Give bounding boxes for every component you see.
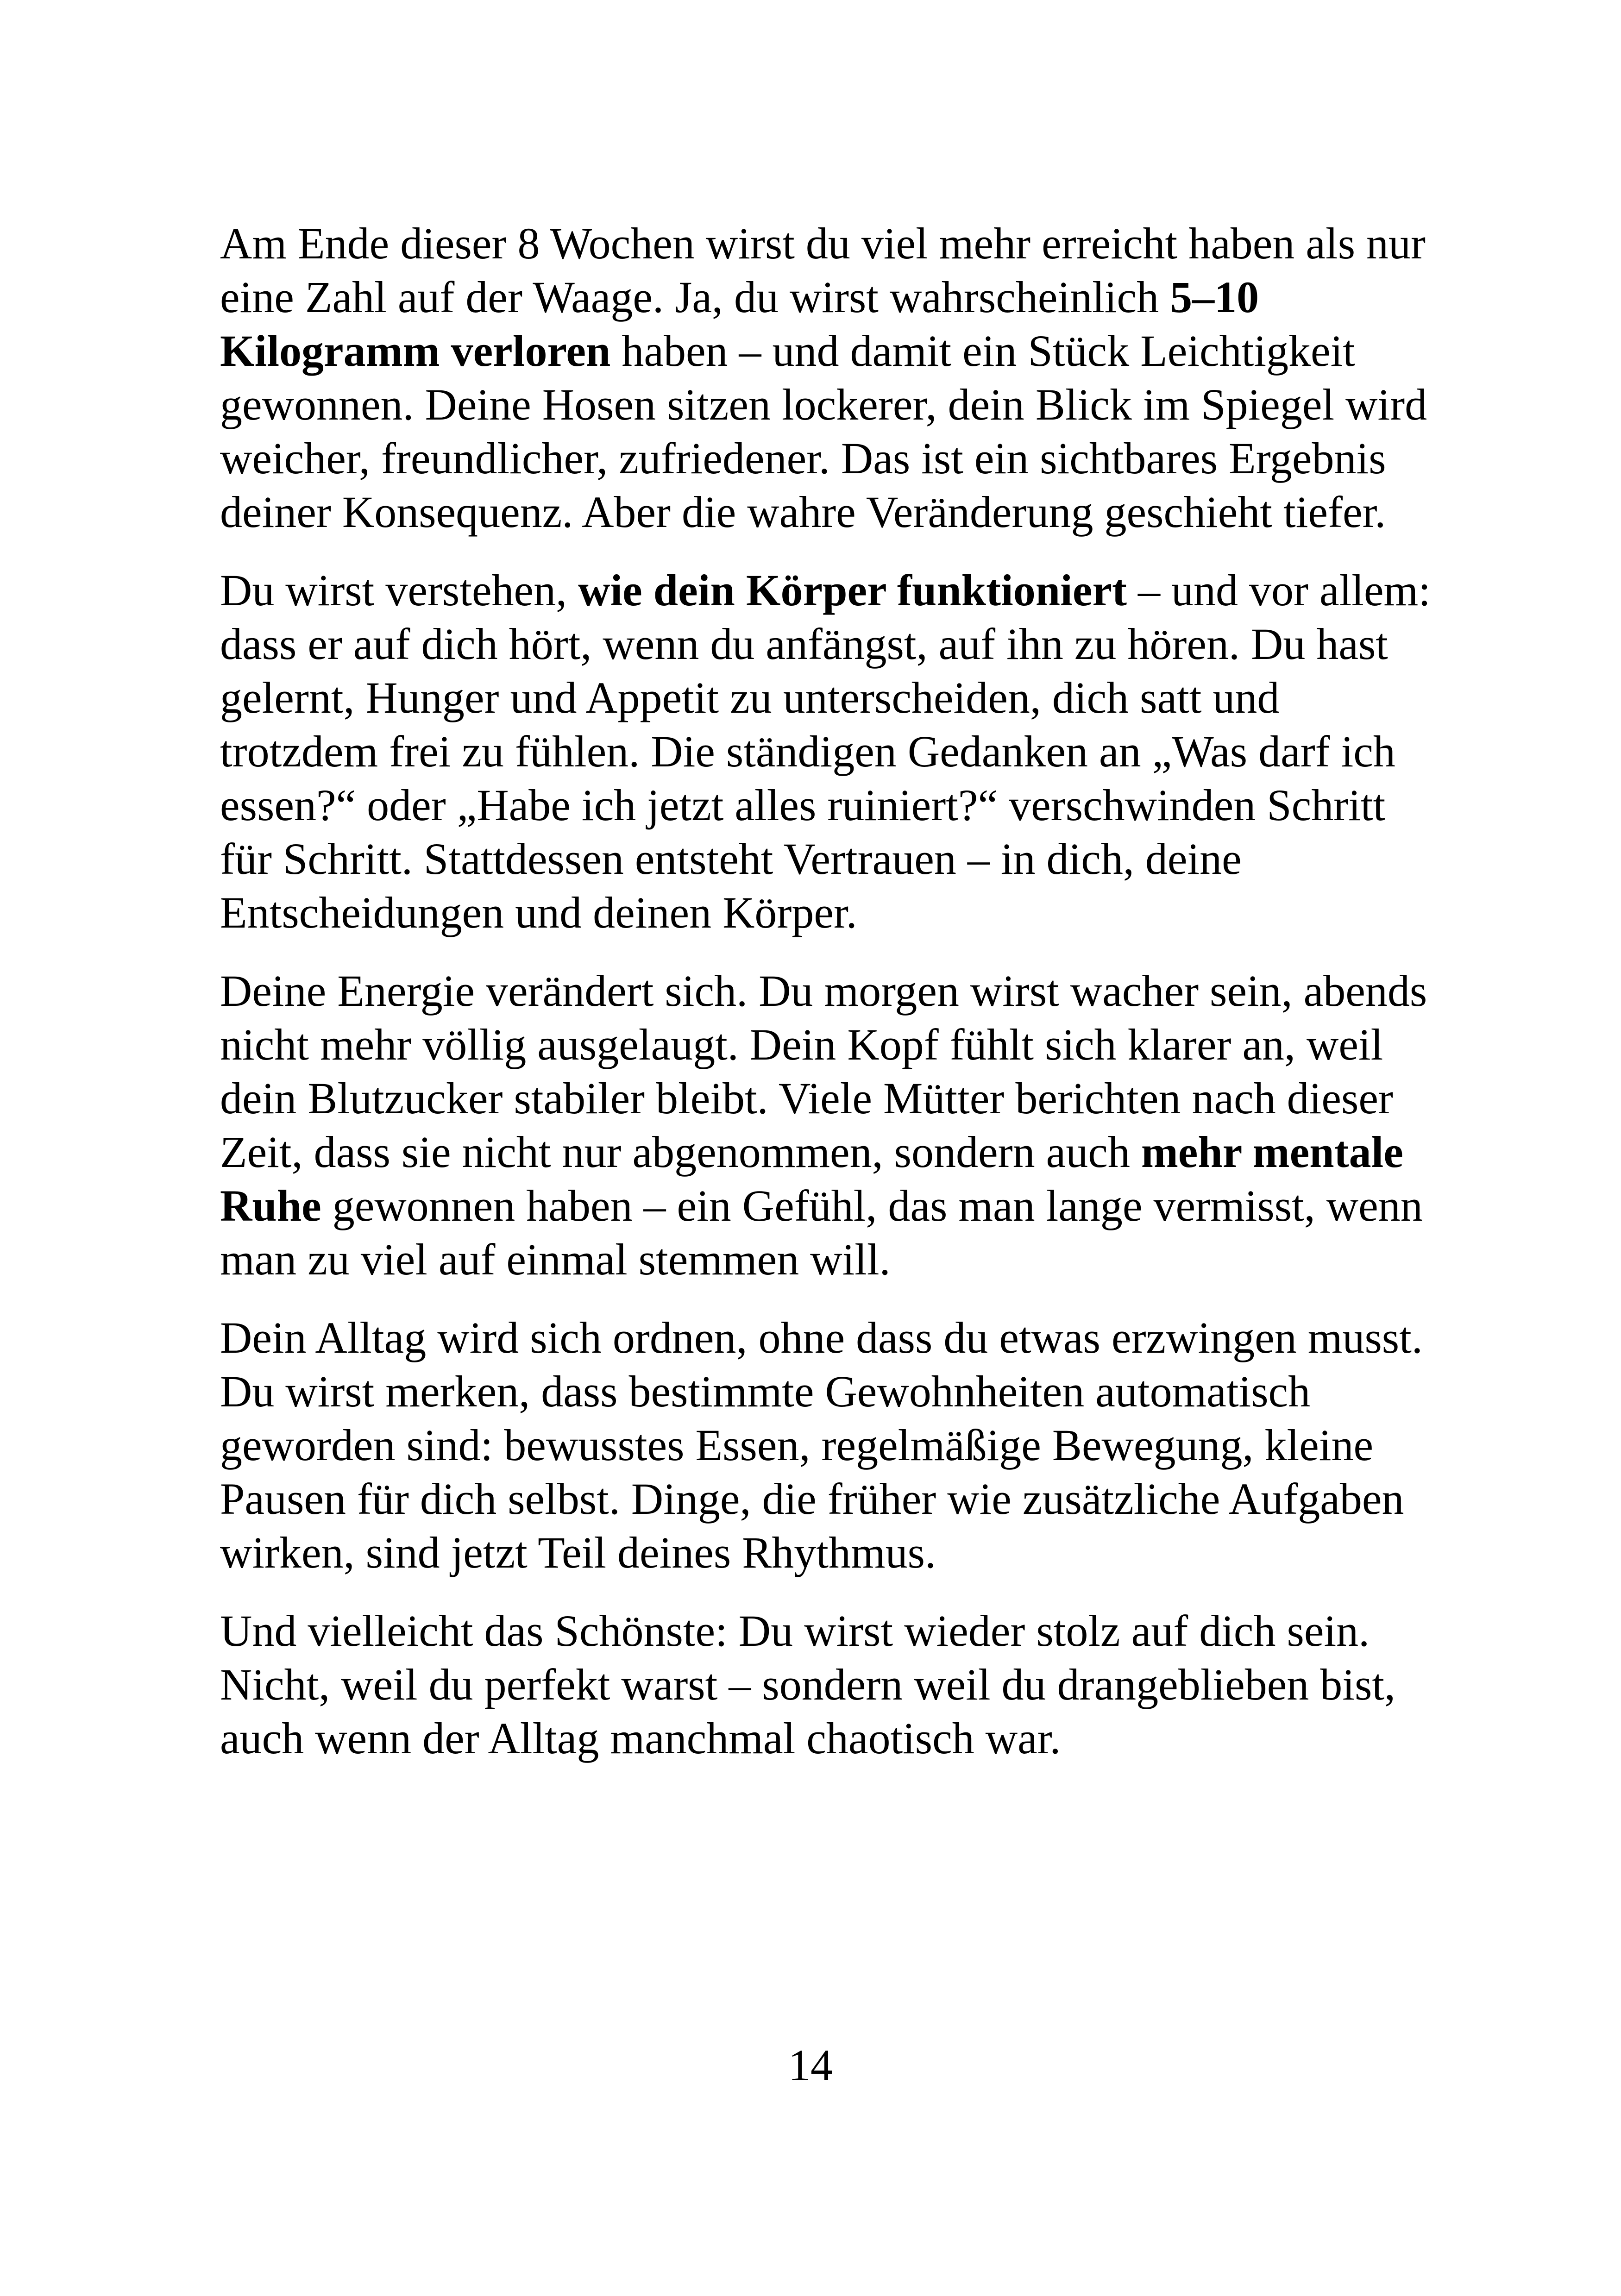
page-number: 14 bbox=[788, 2040, 833, 2090]
paragraph-2-emphasis: wie dein Körper funktioniert bbox=[578, 565, 1127, 615]
paragraph-3-text-continued: gewonnen haben – ein Gefühl, das man lange vermisst, wenn man zu viel auf einmal stemmen will. bbox=[220, 1181, 1423, 1284]
paragraph-2 bbox=[220, 564, 1433, 940]
paragraph-4-text: Dein Alltag wird sich ordnen, ohne dass du etwas erzwingen musst. Du wirst merken, dass bestimmte Gewohnheiten automatisch geworden sind: bewusstes Essen, regelmäßige Bewegung, kleine Pausen für dich selbst. Dinge, die früher wie zusätzliche Aufgaben wirken, sind jetzt Teil deines Rhythmus. bbox=[220, 1313, 1423, 1577]
paragraph-2-text-continued: – und vor allem: dass er auf dich hört, wenn du anfängst, auf ihn zu hören. Du hast gelernt, Hunger und Appetit zu unterscheiden, dich satt und trotzdem frei zu fühlen. Die ständigen Gedanken an „Was darf ich essen?“ oder „Habe ich jetzt alles ruiniert?“ verschwinden Schritt für Schritt. Stattdessen entsteht Vertrauen – in dich, deine Entscheidungen und deinen Körper. bbox=[220, 565, 1431, 937]
paragraph-1-text: Am Ende dieser 8 Wochen wirst du viel mehr erreicht haben als nur eine Zahl auf der Waage. Ja, du wirst wahrscheinlich bbox=[220, 219, 1426, 322]
paragraph-5 bbox=[220, 1604, 1433, 1765]
paragraph-1-text-continued: haben – und damit ein Stück Leichtigkeit gewonnen. Deine Hosen sitzen lockerer, dein Blick im Spiegel wird weicher, freundlicher, zufriedener. Das ist ein sichtbares Ergebnis deiner Konsequenz. Aber die wahre Veränderung geschieht tiefer. bbox=[220, 326, 1427, 537]
paragraph-4 bbox=[220, 1311, 1433, 1580]
paragraph-1 bbox=[220, 217, 1433, 539]
paragraph-5-text: Und vielleicht das Schönste: Du wirst wieder stolz auf dich sein. Nicht, weil du perfekt warst – sondern weil du drangeblieben bist, auch wenn der Alltag manchmal chaotisch war. bbox=[220, 1606, 1395, 1763]
paragraph-3-text: Deine Energie verändert sich. Du morgen wirst wacher sein, abends nicht mehr völlig ausgelaugt. Dein Kopf fühlt sich klarer an, weil dein Blutzucker stabiler bleibt. Viele Mütter berichten nach dieser Zeit, dass sie nicht nur abgenommen, sondern auch bbox=[220, 966, 1427, 1177]
paragraph-2-text: Du wirst verstehen, bbox=[220, 565, 578, 615]
page-body bbox=[220, 217, 1433, 1790]
paragraph-3-emphasis: mehr mentale Ruhe bbox=[220, 1127, 1403, 1230]
paragraph-3 bbox=[220, 964, 1433, 1286]
paragraph-1-emphasis: 5–10 Kilogramm verloren bbox=[220, 272, 1259, 376]
